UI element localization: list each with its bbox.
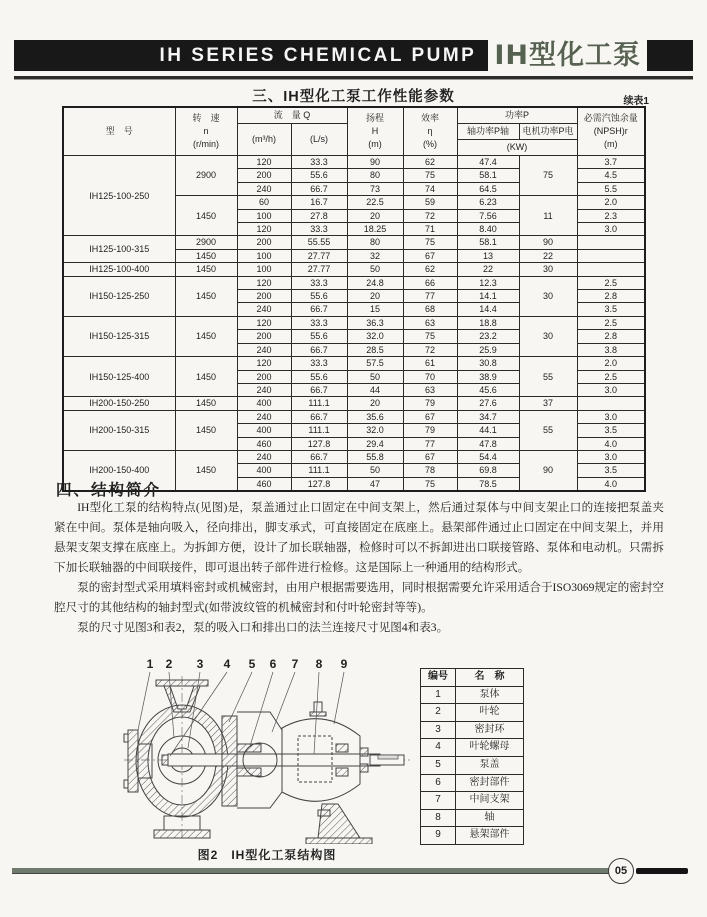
performance-cell: 127.8: [291, 437, 347, 450]
parts-cell: 中间支架: [456, 792, 524, 810]
performance-cell: 55: [519, 357, 577, 397]
page-header-banner: [14, 40, 693, 71]
speed-label: 转 速: [192, 113, 220, 123]
parts-cell: 悬架部件: [456, 827, 524, 845]
performance-table: [62, 106, 646, 492]
performance-cell: 3.0: [577, 410, 645, 423]
performance-cell: 460: [237, 477, 291, 491]
paragraph-seal-types: 泵的密封型式采用填料密封或机械密封，由用户根据需要选用，同时根据需要允许采用适合于ISO3069规定的密封空腔尺寸的其他结构的轴封型式(如带波纹管的机械密封和付叶轮密封等等)。: [54, 581, 664, 614]
support-leg: [318, 804, 360, 838]
performance-cell: 6.23: [457, 196, 519, 209]
performance-cell: 100: [237, 263, 291, 276]
performance-cell: 2900: [175, 236, 237, 249]
callout-number: 9: [340, 657, 348, 671]
performance-cell: 22: [457, 263, 519, 276]
performance-cell: 32: [347, 249, 403, 262]
parts-cell: 8: [421, 809, 456, 827]
performance-cell: 32.0: [347, 424, 403, 437]
performance-cell: 2.5: [577, 276, 645, 289]
parts-row: [421, 809, 524, 827]
performance-cell: 30.8: [457, 357, 519, 370]
performance-cell: 33.3: [291, 316, 347, 329]
callout-number: 4: [223, 657, 231, 671]
figure-callout-numbers: [147, 657, 348, 671]
banner-underline: [14, 76, 693, 80]
performance-cell: 5.5: [577, 182, 645, 195]
performance-cell: IH200-150-400: [63, 450, 175, 491]
performance-row: [63, 397, 645, 410]
banner-end-block: [647, 40, 693, 71]
parts-row: [421, 721, 524, 739]
col-header-npsh: [577, 107, 645, 156]
performance-cell: 66.7: [291, 383, 347, 396]
performance-cell: 74: [403, 182, 457, 195]
section4-paragraphs: [54, 498, 664, 638]
performance-cell: 16.7: [291, 196, 347, 209]
performance-row: [63, 236, 645, 249]
performance-cell: 22.5: [347, 196, 403, 209]
performance-cell: 72: [403, 209, 457, 222]
performance-cell: 90: [519, 450, 577, 491]
performance-cell: 120: [237, 223, 291, 236]
performance-cell: 33.3: [291, 357, 347, 370]
performance-cell: 120: [237, 316, 291, 329]
performance-cell: 27.6: [457, 397, 519, 410]
performance-cell: 127.8: [291, 477, 347, 491]
performance-cell: IH200-150-315: [63, 410, 175, 450]
performance-cell: 15: [347, 303, 403, 316]
col-header-flow: 流 量 Q: [237, 107, 347, 124]
banner-english-title: IH SERIES CHEMICAL PUMP: [159, 44, 477, 66]
parts-cell: 1: [421, 686, 456, 704]
performance-cell: 2.0: [577, 357, 645, 370]
performance-cell: 66.7: [291, 303, 347, 316]
suction-flange: [128, 730, 138, 792]
performance-cell: 33.3: [291, 156, 347, 169]
footer-rule-right: [636, 868, 688, 874]
performance-cell: 18.25: [347, 223, 403, 236]
callout-number: 3: [196, 657, 204, 671]
performance-cell: 1450: [175, 410, 237, 450]
performance-cell: 67: [403, 410, 457, 423]
parts-list-table: [420, 668, 524, 845]
performance-cell: 1450: [175, 276, 237, 316]
performance-cell: 24.8: [347, 276, 403, 289]
performance-cell: 32.0: [347, 330, 403, 343]
performance-cell: 57.5: [347, 357, 403, 370]
parts-cell: 轴: [456, 809, 524, 827]
parts-row: [421, 827, 524, 845]
performance-row: [63, 357, 645, 370]
performance-cell: 59: [403, 196, 457, 209]
performance-cell: 45.6: [457, 383, 519, 396]
performance-cell: 67: [403, 249, 457, 262]
performance-cell: 12.3: [457, 276, 519, 289]
performance-cell: 63: [403, 383, 457, 396]
npsh-unit: (m): [604, 139, 618, 149]
performance-cell: 69.8: [457, 464, 519, 477]
performance-row: [63, 450, 645, 463]
performance-cell: 2.5: [577, 316, 645, 329]
performance-cell: 200: [237, 290, 291, 303]
performance-cell: 55.6: [291, 169, 347, 182]
performance-cell: 7.56: [457, 209, 519, 222]
col-header-shaft-power: 轴功率P轴: [457, 124, 519, 140]
performance-cell: 50: [347, 370, 403, 383]
parts-cell: 9: [421, 827, 456, 845]
performance-table-body: [63, 156, 645, 492]
performance-cell: 3.8: [577, 343, 645, 356]
performance-cell: 62: [403, 263, 457, 276]
performance-cell: 20: [347, 209, 403, 222]
performance-cell: 30: [519, 263, 577, 276]
eff-label: 效率: [421, 113, 440, 123]
col-header-head: [347, 107, 403, 156]
performance-cell: 55.6: [291, 290, 347, 303]
performance-cell: 70: [403, 370, 457, 383]
speed-unit: (r/min): [193, 139, 219, 149]
performance-cell: 20: [347, 290, 403, 303]
callout-number: 2: [165, 657, 173, 671]
performance-cell: 2.8: [577, 330, 645, 343]
performance-row: [63, 276, 645, 289]
performance-cell: 44: [347, 383, 403, 396]
performance-cell: 4.0: [577, 437, 645, 450]
performance-cell: 35.6: [347, 410, 403, 423]
performance-cell: 66.7: [291, 410, 347, 423]
performance-cell: 66.7: [291, 450, 347, 463]
performance-cell: 111.1: [291, 424, 347, 437]
performance-cell: 71: [403, 223, 457, 236]
performance-cell: 55.6: [291, 370, 347, 383]
performance-cell: 66: [403, 276, 457, 289]
performance-cell: 64.5: [457, 182, 519, 195]
col-header-flow-ls: (L/s): [291, 124, 347, 156]
parts-row: [421, 739, 524, 757]
npsh-label: 必需汽蚀余量: [583, 113, 638, 123]
performance-cell: 2.5: [577, 370, 645, 383]
performance-cell: 61: [403, 357, 457, 370]
performance-cell: IH150-125-315: [63, 316, 175, 356]
eff-symbol: η: [427, 126, 433, 136]
paragraph-structure-1: IH型化工泵的结构特点(见图)是，泵盖通过止口固定在中间支架上，然后通过泵体与中间支架止口的连接把泵盖夹紧在中间。泵体是轴向吸入，径向排出，脚支承式，可直接固定在底座上。悬架部件通过止口固定在中间支架上，并用悬架支架支撑在底座上。为拆卸方便，设计了加长联轴器，检修时可以不拆卸进出口联接管路、泵体和电动机。只需拆下加长联轴器的中间联接件，即可退出转子部件进行检修。这是国际上一种通用的结构形式。: [54, 501, 664, 574]
performance-cell: 14.1: [457, 290, 519, 303]
performance-cell: 27.8: [291, 209, 347, 222]
performance-cell: 47.8: [457, 437, 519, 450]
parts-row: [421, 774, 524, 792]
performance-cell: 36.3: [347, 316, 403, 329]
parts-header-name: 名 称: [456, 669, 524, 687]
performance-cell: 55.8: [347, 450, 403, 463]
performance-cell: 54.4: [457, 450, 519, 463]
performance-cell: IH125-100-250: [63, 156, 175, 236]
performance-cell: 3.0: [577, 450, 645, 463]
performance-cell: IH125-100-315: [63, 236, 175, 263]
performance-cell: 111.1: [291, 464, 347, 477]
col-header-motor-power: 电机功率P电: [519, 124, 577, 140]
performance-cell: 14.4: [457, 303, 519, 316]
head-label: 扬程: [366, 113, 385, 123]
parts-cell: 叶轮: [456, 704, 524, 722]
eff-unit: (%): [423, 139, 438, 149]
parts-cell: 6: [421, 774, 456, 792]
callout-number: 6: [269, 657, 277, 671]
parts-cell: 7: [421, 792, 456, 810]
performance-cell: 3.0: [577, 383, 645, 396]
col-header-power-unit: (KW): [457, 140, 577, 156]
performance-cell: 13: [457, 249, 519, 262]
callout-number: 5: [248, 657, 256, 671]
performance-cell: 72: [403, 343, 457, 356]
continued-table-note: 续表1: [623, 96, 649, 107]
performance-cell: 2.8: [577, 290, 645, 303]
performance-cell: 62: [403, 156, 457, 169]
performance-cell: 66.7: [291, 343, 347, 356]
parts-table-body: [421, 686, 524, 844]
performance-cell: 47.4: [457, 156, 519, 169]
performance-cell: 3.7: [577, 156, 645, 169]
col-header-efficiency: [403, 107, 457, 156]
performance-cell: 28.5: [347, 343, 403, 356]
performance-cell: 25.9: [457, 343, 519, 356]
col-header-power: 功率P: [457, 107, 577, 124]
performance-cell: 75: [403, 330, 457, 343]
figure-caption: 图2 IH型化工泵结构图: [197, 848, 337, 862]
performance-cell: 2.3: [577, 209, 645, 222]
performance-cell: 400: [237, 464, 291, 477]
performance-cell: [577, 249, 645, 262]
parts-row: [421, 704, 524, 722]
callout-number: 7: [291, 657, 299, 671]
footer-rule-left: [12, 868, 612, 874]
parts-cell: 2: [421, 704, 456, 722]
performance-cell: 240: [237, 182, 291, 195]
banner-black-bar: [14, 40, 488, 71]
performance-cell: IH150-125-400: [63, 357, 175, 397]
performance-cell: 29.4: [347, 437, 403, 450]
parts-cell: 3: [421, 721, 456, 739]
performance-cell: [577, 236, 645, 249]
shaft: [168, 754, 380, 766]
performance-cell: 240: [237, 450, 291, 463]
performance-cell: 111.1: [291, 397, 347, 410]
performance-cell: 18.8: [457, 316, 519, 329]
parts-cell: 密封部件: [456, 774, 524, 792]
performance-cell: IH125-100-400: [63, 263, 175, 276]
section4-heading: 四、结构简介: [56, 482, 162, 499]
speed-symbol: n: [203, 126, 209, 136]
page-number-badge: 05: [608, 858, 634, 884]
performance-cell: 240: [237, 343, 291, 356]
performance-cell: 73: [347, 182, 403, 195]
performance-cell: 240: [237, 303, 291, 316]
parts-row: [421, 792, 524, 810]
performance-cell: 3.5: [577, 464, 645, 477]
performance-cell: 75: [403, 169, 457, 182]
discharge-flange: [156, 680, 208, 686]
performance-cell: 38.9: [457, 370, 519, 383]
parts-header-number: 编号: [421, 669, 456, 687]
performance-cell: 34.7: [457, 410, 519, 423]
performance-cell: 55.55: [291, 236, 347, 249]
performance-cell: 11: [519, 196, 577, 236]
performance-cell: 77: [403, 290, 457, 303]
performance-cell: 68: [403, 303, 457, 316]
performance-cell: 60: [237, 196, 291, 209]
performance-cell: 80: [347, 236, 403, 249]
performance-cell: 79: [403, 424, 457, 437]
head-unit: (m): [368, 139, 382, 149]
performance-cell: 75: [403, 236, 457, 249]
performance-cell: 30: [519, 316, 577, 356]
parts-cell: 4: [421, 739, 456, 757]
parts-cell: 叶轮螺母: [456, 739, 524, 757]
performance-cell: 77: [403, 437, 457, 450]
performance-row: [63, 156, 645, 169]
performance-cell: 2900: [175, 156, 237, 196]
performance-cell: 3.5: [577, 303, 645, 316]
performance-cell: 400: [237, 397, 291, 410]
parts-row: [421, 686, 524, 704]
paragraph-dimensions-ref: 泵的尺寸见图3和表2，泵的吸入口和排出口的法兰连接尺寸见图4和表3。: [77, 621, 449, 634]
performance-cell: 400: [237, 424, 291, 437]
performance-cell: 27.77: [291, 263, 347, 276]
performance-cell: 58.1: [457, 236, 519, 249]
pump-structure-figure: [122, 656, 412, 844]
performance-cell: 30: [519, 276, 577, 316]
head-symbol: H: [371, 126, 379, 136]
performance-cell: 1450: [175, 397, 237, 410]
performance-row: [63, 316, 645, 329]
seal-parts: [237, 744, 261, 752]
parts-cell: 泵盖: [456, 756, 524, 774]
performance-cell: 8.40: [457, 223, 519, 236]
performance-table-title: 三、IH型化工泵工作性能参数: [252, 89, 455, 105]
performance-cell: 55.6: [291, 330, 347, 343]
performance-cell: 4.0: [577, 477, 645, 491]
performance-cell: 50: [347, 263, 403, 276]
performance-cell: 4.5: [577, 169, 645, 182]
performance-cell: 200: [237, 370, 291, 383]
performance-cell: 200: [237, 236, 291, 249]
performance-cell: 79: [403, 397, 457, 410]
performance-row: [63, 410, 645, 423]
performance-cell: 120: [237, 156, 291, 169]
performance-cell: 58.1: [457, 169, 519, 182]
performance-cell: 3.0: [577, 223, 645, 236]
npsh-symbol: (NPSH)r: [593, 126, 628, 136]
performance-cell: 120: [237, 357, 291, 370]
bearing: [336, 744, 348, 752]
performance-cell: 1450: [175, 263, 237, 276]
performance-row: [63, 263, 645, 276]
performance-cell: 75: [403, 477, 457, 491]
performance-cell: 100: [237, 209, 291, 222]
callout-number: 1: [146, 657, 154, 671]
performance-cell: 2.0: [577, 196, 645, 209]
parts-cell: 泵体: [456, 686, 524, 704]
performance-cell: IH150-125-250: [63, 276, 175, 316]
performance-cell: 67: [403, 450, 457, 463]
performance-cell: 20: [347, 397, 403, 410]
performance-cell: 78.5: [457, 477, 519, 491]
performance-cell: 200: [237, 330, 291, 343]
performance-cell: IH200-150-250: [63, 397, 175, 410]
performance-cell: 63: [403, 316, 457, 329]
performance-cell: 1450: [175, 450, 237, 491]
performance-cell: 33.3: [291, 223, 347, 236]
performance-cell: [577, 397, 645, 410]
performance-cell: 50: [347, 464, 403, 477]
performance-cell: 22: [519, 249, 577, 262]
performance-cell: 1450: [175, 316, 237, 356]
col-header-speed: [175, 107, 237, 156]
col-header-flow-m3h: (m³/h): [237, 124, 291, 156]
callout-number: 8: [315, 657, 323, 671]
banner-chinese-title: IH型化工泵: [488, 40, 647, 71]
performance-cell: 240: [237, 410, 291, 423]
performance-cell: 78: [403, 464, 457, 477]
parts-cell: 密封环: [456, 721, 524, 739]
performance-cell: 100: [237, 249, 291, 262]
performance-cell: 1450: [175, 357, 237, 397]
performance-cell: 90: [347, 156, 403, 169]
performance-cell: 1450: [175, 249, 237, 262]
parts-row: [421, 756, 524, 774]
performance-cell: 37: [519, 397, 577, 410]
performance-cell: 80: [347, 169, 403, 182]
performance-cell: 3.5: [577, 424, 645, 437]
parts-cell: 5: [421, 756, 456, 774]
performance-cell: 33.3: [291, 276, 347, 289]
performance-cell: 23.2: [457, 330, 519, 343]
performance-cell: 1450: [175, 196, 237, 236]
performance-cell: [577, 263, 645, 276]
performance-cell: 66.7: [291, 182, 347, 195]
performance-cell: 200: [237, 169, 291, 182]
performance-cell: 460: [237, 437, 291, 450]
performance-cell: 90: [519, 236, 577, 249]
performance-cell: 27.77: [291, 249, 347, 262]
performance-cell: 44.1: [457, 424, 519, 437]
performance-cell: 120: [237, 276, 291, 289]
col-header-model: 型 号: [63, 107, 175, 156]
pump-cover: [222, 716, 237, 806]
performance-table-header: [63, 107, 645, 156]
performance-cell: 75: [519, 156, 577, 196]
performance-cell: 47: [347, 477, 403, 491]
performance-cell: 240: [237, 383, 291, 396]
performance-cell: 55: [519, 410, 577, 450]
